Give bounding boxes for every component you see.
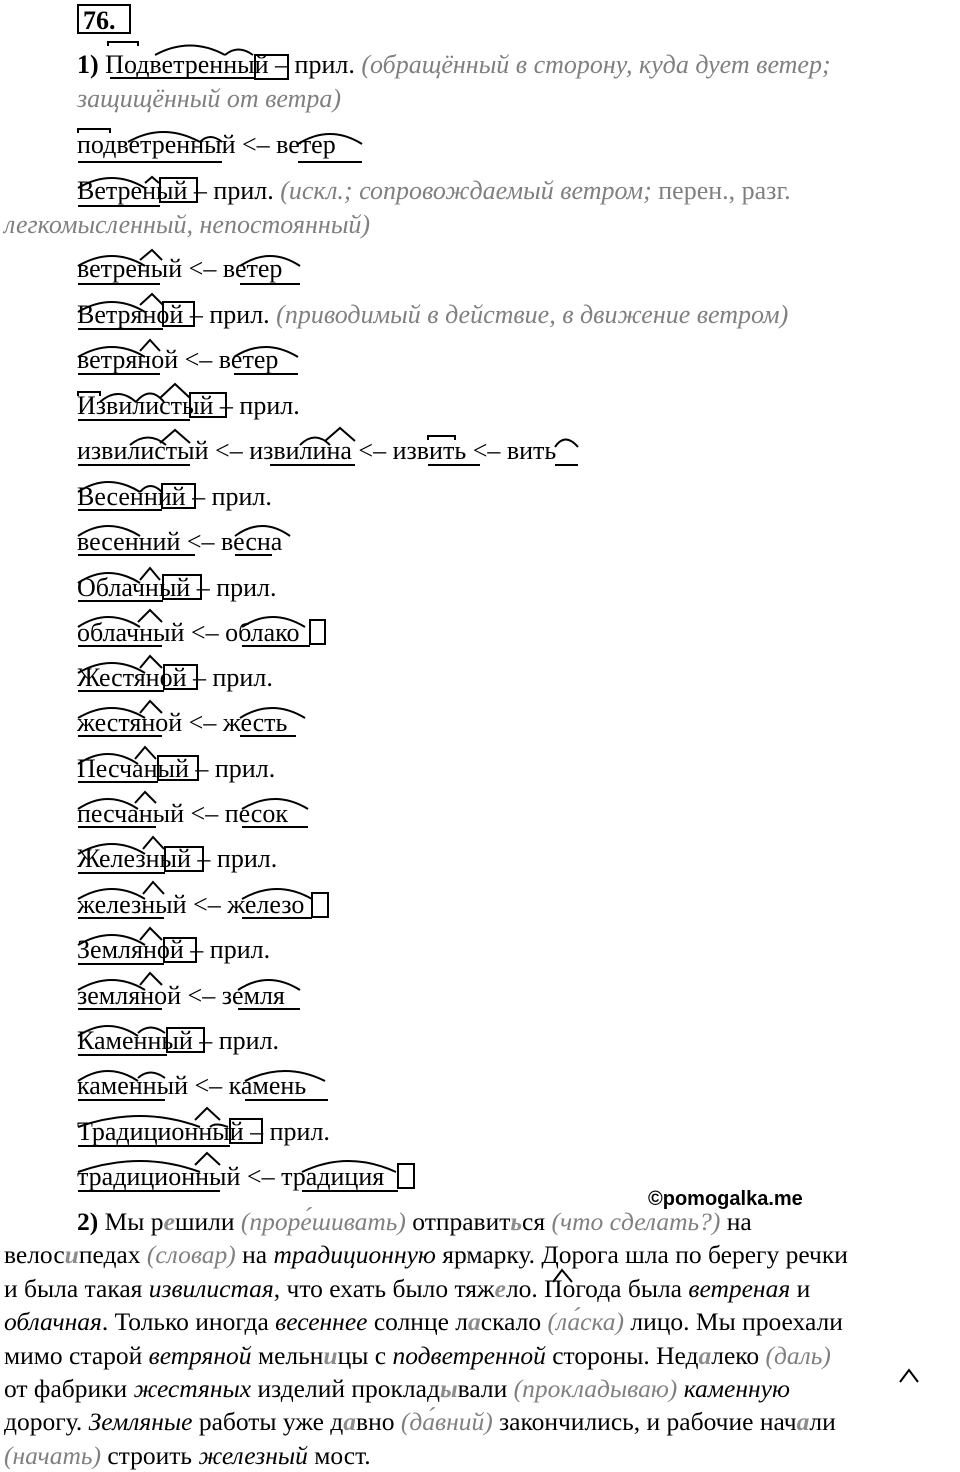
text-run: на	[720, 1207, 752, 1236]
word-row: Песчаный – прил.	[77, 754, 276, 783]
text-run: стороны. Нед	[545, 1340, 699, 1370]
italic-word: облачная	[4, 1307, 102, 1337]
part1-label: 1)	[77, 50, 99, 79]
part2-text	[4, 1205, 960, 1472]
part-of-speech: – прил.	[183, 300, 277, 329]
text-run: на	[235, 1240, 274, 1270]
check-word: (даль)	[765, 1340, 831, 1370]
word-entry: Ветреный	[77, 176, 188, 205]
derivation-row: ветряной <– ветер	[77, 345, 279, 374]
part1-intro	[4, 48, 944, 116]
text-run: мост.	[307, 1440, 371, 1470]
word-row: Облачный – прил.	[77, 573, 277, 602]
word-row: Жестяной – прил.	[77, 663, 273, 692]
derivation-row: каменный <– камень	[77, 1071, 307, 1100]
highlight-letter: ы	[439, 1374, 458, 1404]
exercise-number: 76.	[77, 4, 131, 34]
italic-word: жестяных	[133, 1374, 252, 1404]
text-run: педах	[78, 1240, 147, 1270]
italic-word: Земляные	[88, 1407, 193, 1437]
text-run: вно	[356, 1407, 401, 1437]
derivation-row: песчаный <– песок	[77, 799, 288, 828]
derivation-row: жестяной <– жесть	[77, 708, 288, 737]
text-run: ло. Погода была	[505, 1273, 689, 1303]
check-word: (ла́ска)	[547, 1307, 625, 1337]
text-run: мельн	[251, 1340, 324, 1370]
part2-label: 2)	[77, 1207, 99, 1236]
check-word: (начать)	[4, 1440, 101, 1470]
word-note-extra: перен., разг.	[651, 176, 791, 205]
word-row: Железный – прил.	[77, 844, 278, 873]
italic-word: извилистая	[148, 1273, 274, 1303]
text-run: ли	[809, 1407, 836, 1437]
text-run: шили	[174, 1207, 241, 1236]
word-row: Извилистый – прил.	[77, 391, 300, 420]
part-of-speech: – прил.	[187, 176, 281, 205]
italic-word: подветренной	[392, 1340, 546, 1370]
text-run: ся	[522, 1207, 552, 1236]
text-run: . Только иногда	[101, 1307, 276, 1337]
italic-word: железный	[198, 1440, 308, 1470]
word-row	[77, 298, 788, 332]
text-run: , что ехать было тяж	[273, 1273, 495, 1303]
check-word: (прокладываю)	[513, 1374, 678, 1404]
italic-word: ветреная	[688, 1273, 791, 1303]
derivation-row: земляной <– земля	[77, 981, 285, 1010]
part1-word: Подветренный	[105, 50, 269, 79]
part1-pos: – прил.	[275, 50, 355, 79]
word-row	[77, 174, 791, 208]
text-run: строить	[100, 1440, 199, 1470]
highlight-letter: а	[468, 1307, 481, 1337]
text-run: леко	[711, 1340, 766, 1370]
word-entry: Ветряной	[77, 300, 184, 329]
derivation-row: извилистый <– извилина <– извить <– вить	[77, 436, 557, 465]
derivation-row: традиционный <– традиция	[77, 1162, 385, 1191]
highlight-letter: е	[163, 1207, 175, 1236]
text-run: мимо старой	[4, 1340, 149, 1370]
text-run: дорогу.	[4, 1407, 89, 1437]
text-run: отправит	[405, 1207, 511, 1236]
text-run: Мы р	[98, 1207, 164, 1236]
text-run: и	[790, 1273, 811, 1303]
italic-word: ветряной	[148, 1340, 252, 1370]
derivation-row: подветренный <– ветер	[77, 130, 336, 159]
italic-word: традиционную	[273, 1240, 436, 1270]
text-run: солнце л	[367, 1307, 469, 1337]
check-word: (словар)	[146, 1240, 236, 1270]
check-word: шивать)	[311, 1207, 406, 1236]
highlight-letter: а	[796, 1407, 810, 1437]
text-run: цы с	[337, 1340, 393, 1370]
check-word: (что сделать?)	[551, 1207, 721, 1236]
text-run: закончились, и рабочие нач	[492, 1407, 797, 1437]
highlight-letter: а	[698, 1340, 712, 1370]
derivation-row: ветреный <– ветер	[77, 254, 283, 283]
highlight-letter: и	[64, 1240, 79, 1270]
word-row: Земляной – прил.	[77, 935, 271, 964]
text-run: и была такая	[4, 1273, 149, 1303]
highlight-letter: и	[323, 1340, 338, 1370]
text-run: работы уже д	[192, 1407, 344, 1437]
word-row: Весенний – прил.	[77, 482, 272, 511]
italic-word: каменную	[677, 1374, 790, 1404]
word-note: (приводимый в действие, в движение ветром)	[276, 300, 789, 329]
word-note-continued: легкомысленный, непостоянный)	[4, 210, 371, 239]
text-run: лицо. Мы проехали	[624, 1307, 843, 1337]
watermark: ©pomogalka.me	[648, 1188, 803, 1210]
text-run: ярмарку. Дорога шла по берегу речки	[435, 1240, 848, 1270]
check-word: (да́вний)	[400, 1407, 493, 1437]
derivation-row: облачный <– облако	[77, 618, 300, 647]
part1-note: (обращённый в сторону, куда дует ветер; защищённый от ветра)	[77, 50, 831, 113]
text-run: велос	[4, 1240, 65, 1270]
text-run: от фабрики	[4, 1374, 134, 1404]
text-run: изделий проклад	[251, 1374, 440, 1404]
derivation-row: железный <– железо	[77, 890, 305, 919]
word-row: Каменный – прил.	[77, 1026, 280, 1055]
text-run: вали	[457, 1374, 514, 1404]
word-row: Традиционный – прил.	[77, 1117, 330, 1146]
check-word: е́	[300, 1207, 312, 1236]
word-note: (искл.; сопровождаемый ветром;	[280, 176, 652, 205]
italic-word: весеннее	[275, 1307, 368, 1337]
highlight-letter: е	[494, 1273, 506, 1303]
derivation-row: весенний <– весна	[77, 527, 283, 556]
text-run: скало	[480, 1307, 548, 1337]
highlight-letter: а	[343, 1407, 357, 1437]
highlight-letter: ь	[510, 1207, 523, 1236]
check-word: (прор	[240, 1207, 301, 1236]
